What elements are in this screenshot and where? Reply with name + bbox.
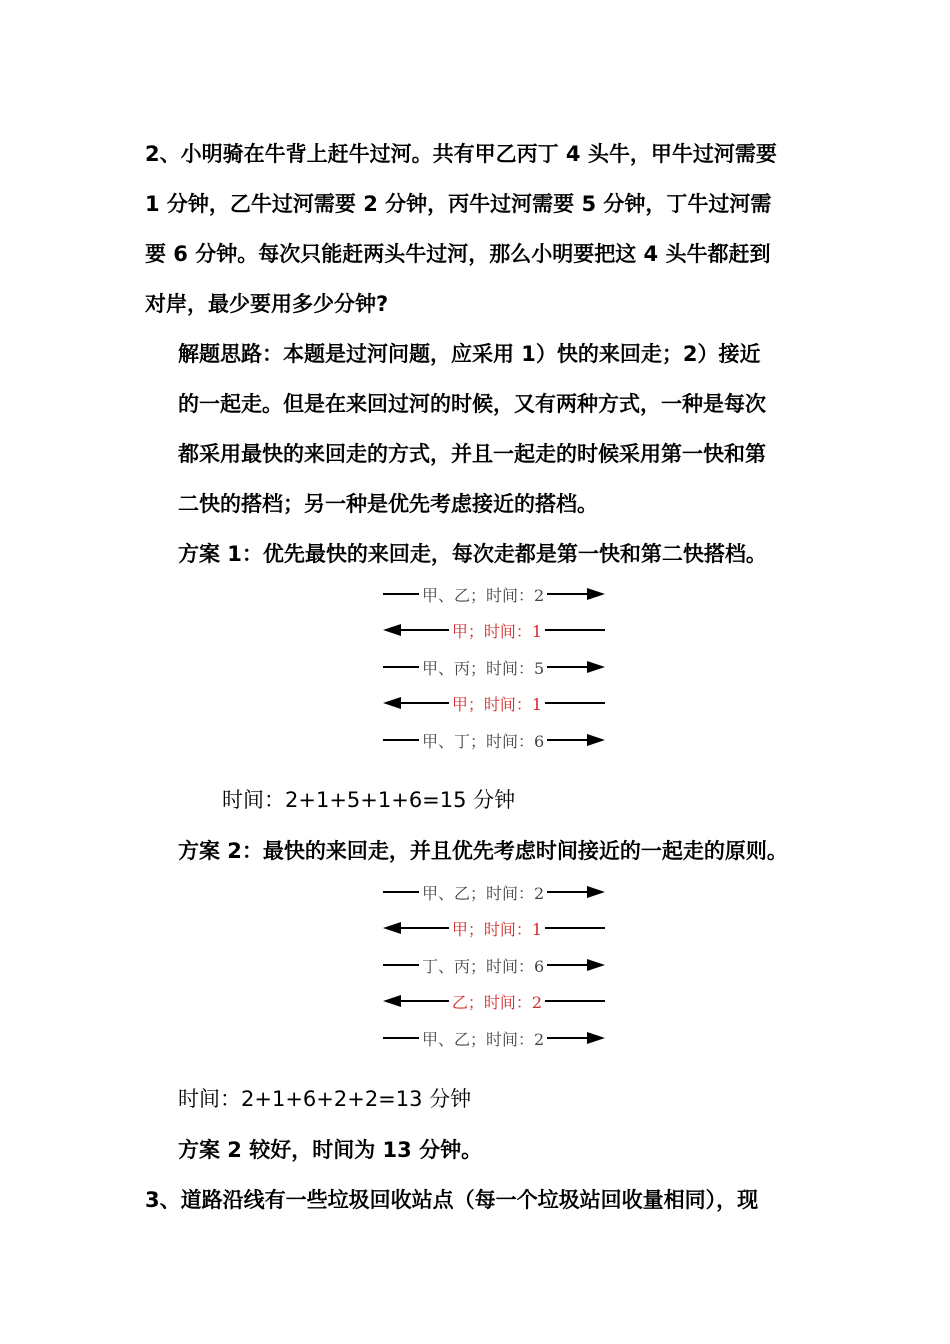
arrow-line [383,1037,419,1039]
question-2-line-1: 2、小明骑在牛背上赶牛过河。共有甲乙丙丁 4 头牛，甲牛过河需要 [145,142,777,166]
arrow-left-icon [383,922,401,934]
arrow-line [401,702,449,704]
step-text: 甲；时间：1 [451,919,542,939]
step-text: 乙；时间：2 [451,992,542,1012]
arrow-right-icon [587,886,605,898]
arrow-right-icon [587,959,605,971]
arrow-line [545,1000,605,1002]
step-text: 甲、乙；时间：2 [422,1029,545,1049]
question-2-line-2: 1 分钟，乙牛过河需要 2 分钟，丙牛过河需要 5 分钟，丁牛过河需 [145,192,772,216]
question-2-line-4: 对岸，最少要用多少分钟? [145,292,389,316]
arrow-right-icon [587,1032,605,1044]
arrow-line [545,927,605,929]
step-text: 甲、丁；时间：6 [422,731,545,751]
analysis-line-1: 解题思路：本题是过河问题，应采用 1）快的来回走；2）接近 [178,342,761,366]
analysis-line-4: 二快的搭档；另一种是优先考虑接近的搭档。 [178,492,598,516]
arrow-left-icon [383,624,401,636]
step-text: 甲、丙；时间：5 [422,658,545,678]
plan-1-step-5 [383,728,605,752]
arrow-line [545,629,605,631]
arrow-left-icon [383,697,401,709]
plan-2-total: 时间：2+1+6+2+2=13 分钟 [178,1087,472,1111]
plan-1-step-1 [383,582,605,606]
plan-1-title: 方案 1：优先最快的来回走，每次走都是第一快和第二快搭档。 [178,542,767,566]
arrow-line [547,891,587,893]
step-text: 甲、乙；时间：2 [422,585,545,605]
plan-2-step-3 [383,953,605,977]
arrow-line [383,593,419,595]
arrow-line [383,739,419,741]
step-text: 甲；时间：1 [451,621,542,641]
step-text: 甲、乙；时间：2 [422,883,545,903]
arrow-line [401,629,449,631]
arrow-left-icon [383,995,401,1007]
analysis-line-2: 的一起走。但是在来回过河的时候，又有两种方式，一种是每次 [178,392,766,416]
arrow-line [547,593,587,595]
arrow-line [383,666,419,668]
plan-1-step-4 [383,691,605,715]
analysis-line-3: 都采用最快的来回走的方式，并且一起走的时候采用第一快和第 [178,442,766,466]
arrow-line [547,1037,587,1039]
arrow-line [547,666,587,668]
question-3-line-1: 3、道路沿线有一些垃圾回收站点（每一个垃圾站回收量相同），现 [145,1188,759,1212]
arrow-line [401,1000,449,1002]
plan-1-step-3 [383,655,605,679]
plan-2-step-2 [383,916,605,940]
arrow-right-icon [587,734,605,746]
plan-1-total: 时间：2+1+5+1+6=15 分钟 [222,788,516,812]
arrow-right-icon [587,588,605,600]
step-text: 甲；时间：1 [451,694,542,714]
conclusion: 方案 2 较好，时间为 13 分钟。 [178,1138,483,1162]
arrow-line [401,927,449,929]
plan-2-step-1 [383,880,605,904]
arrow-line [547,739,587,741]
arrow-line [547,964,587,966]
arrow-line [545,702,605,704]
question-2-line-3: 要 6 分钟。每次只能赶两头牛过河，那么小明要把这 4 头牛都赶到 [145,242,771,266]
plan-2-title: 方案 2：最快的来回走，并且优先考虑时间接近的一起走的原则。 [178,839,788,863]
arrow-line [383,964,419,966]
plan-1-step-2 [383,618,605,642]
plan-2-step-5 [383,1026,605,1050]
step-text: 丁、丙；时间：6 [422,956,545,976]
arrow-right-icon [587,661,605,673]
arrow-line [383,891,419,893]
plan-2-step-4 [383,989,605,1013]
